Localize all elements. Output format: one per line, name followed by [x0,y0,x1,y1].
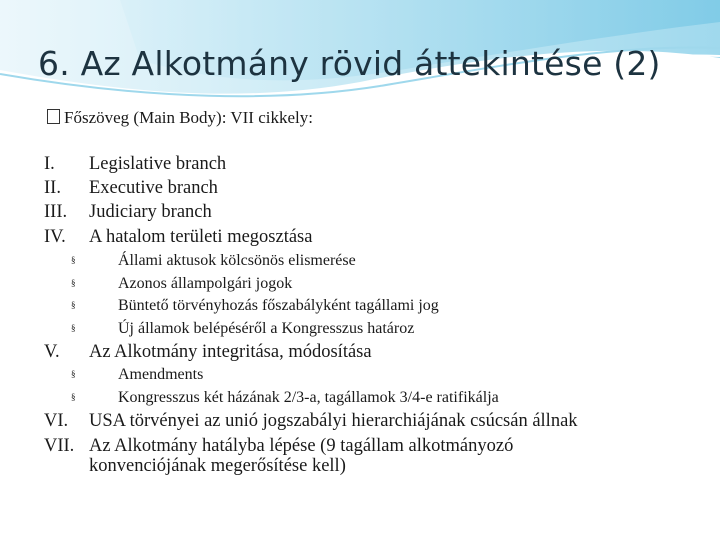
sub-item-text: Új államok belépéséről a Kongresszus határoz [118,320,415,337]
sub-item-text: Azonos állampolgári jogok [118,275,293,292]
item-text: Executive branch [89,178,218,198]
slide-title: 6. Az Alkotmány rövid áttekintése (2) [38,44,661,83]
list-item [44,342,372,363]
section-bullet-icon: § [71,392,76,402]
sub-list-item [71,366,203,384]
item-number: II. [44,178,61,198]
item-text: A hatalom területi megosztása [89,227,313,247]
list-item [44,178,218,199]
section-bullet-icon: § [71,369,76,379]
item-text: Az Alkotmány hatályba lépése (9 tagállam alkotmányozó [89,436,514,456]
sub-list-item [71,297,439,315]
sub-list-item [71,320,414,338]
item-number: VII. [44,436,75,456]
sub-list-item [71,389,499,407]
sub-item-text: Büntető törvényhozás főszabályként tagállami jog [118,297,439,314]
item-text: USA törvényei az unió jogszabályi hierarchiájának csúcsán állnak [89,411,578,431]
sub-item-text: Állami aktusok kölcsönös elismerése [118,252,356,269]
sub-list-item [71,252,356,270]
item-text: Az Alkotmány integritása, módosítása [89,342,372,362]
item-text: Legislative branch [89,154,227,174]
intro-line [47,108,313,128]
list-item [44,154,226,175]
item-number: IV. [44,227,66,247]
missing-glyph-box-icon [47,109,60,124]
list-item [44,436,513,457]
sub-list-item [71,275,292,293]
item-number: I. [44,154,55,174]
item-text: Judiciary branch [89,202,212,222]
item-number: V. [44,342,60,362]
item-number: VI. [44,411,69,431]
item-number: III. [44,202,68,222]
intro-text: Főszöveg (Main Body): VII cikkely: [64,108,313,127]
list-item [44,202,212,223]
sub-item-text: Kongresszus két házának 2/3-a, tagállamok 3/4-e ratifikálja [118,389,499,406]
section-bullet-icon: § [71,323,76,333]
item-text-continued: konvenciójának megerősítése kell) [89,456,346,476]
section-bullet-icon: § [71,300,76,310]
section-bullet-icon: § [71,278,76,288]
sub-item-text: Amendments [118,366,204,383]
list-item [44,227,312,248]
list-item [44,411,578,432]
section-bullet-icon: § [71,255,76,265]
list-item-continuation [44,456,346,477]
